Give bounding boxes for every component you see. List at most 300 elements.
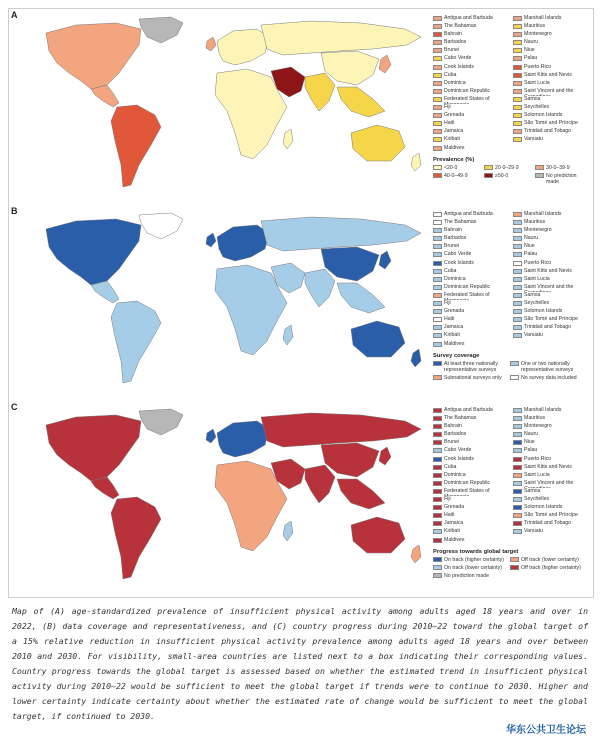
country-label: Cook Islands [444,259,474,266]
small-country-item [513,528,589,536]
small-country-column [513,407,589,545]
small-country-item [513,423,589,431]
small-country-item [513,456,589,464]
legend-key [484,173,532,185]
small-country-item [433,23,509,31]
legend-key [535,165,583,171]
country-swatch [513,129,522,134]
small-country-item [433,80,509,88]
legend-key-label: <20·0 [444,164,458,171]
small-country-item [433,128,509,136]
legend-key-label: 30·0–39·9 [546,164,570,171]
legend-key-label: Off track (higher certainty) [521,564,581,571]
small-country-item [513,80,589,88]
legend-key [433,165,481,171]
country-swatch [433,228,442,233]
country-label: Niue [524,47,535,54]
country-label: Mauritius [524,415,546,422]
legend-key [433,361,507,373]
small-country-item [433,415,509,423]
country-label: Antigua and Barbuda [444,407,493,413]
country-swatch [433,342,442,347]
small-country-item [513,243,589,251]
country-swatch [433,457,442,462]
country-swatch [513,424,522,429]
panel-a [9,9,593,203]
country-swatch [433,513,442,518]
small-country-item [513,488,589,496]
small-country-item [433,324,509,332]
country-swatch [513,465,522,470]
small-country-item [433,47,509,55]
country-swatch [433,220,442,225]
small-country-item [433,260,509,268]
country-label: Seychelles [524,104,550,111]
country-label: Maldives [444,144,465,151]
legend-key-label: At least three nationally representative surveys [444,360,498,373]
country-swatch [513,513,522,518]
small-country-item [513,284,589,292]
legend-swatch [433,361,442,366]
country-label: Saint Vincent and the [524,87,574,94]
small-country-item [433,520,509,528]
small-country-item [513,496,589,504]
country-label: Saint Kitts and Nevis [524,267,572,274]
legend-key [510,557,584,563]
legend-key [510,361,584,373]
country-swatch [513,252,522,257]
country-swatch [513,408,522,413]
country-swatch [433,529,442,534]
legend-keys [433,361,589,381]
country-swatch [433,146,442,151]
country-swatch [513,81,522,86]
small-country-item [433,96,509,104]
small-country-item [513,227,589,235]
country-label: Puerto Rico [524,455,552,462]
country-label: Mauritius [524,219,546,226]
country-swatch [433,105,442,110]
small-country-item [433,480,509,488]
small-country-item [433,308,509,316]
country-label: Dominican Republic [444,87,491,94]
country-swatch [433,40,442,45]
small-country-item [433,55,509,63]
small-country-item [513,104,589,112]
country-label: Antigua and Barbuda [444,15,493,21]
country-swatch [513,113,522,118]
country-swatch [513,497,522,502]
country-swatch [513,285,522,290]
country-swatch [433,269,442,274]
country-label: Barbados [444,235,467,242]
country-swatch [513,317,522,322]
small-country-column [433,407,509,545]
legend-swatch [484,173,493,178]
small-country-column [433,211,509,349]
small-country-item [433,112,509,120]
country-swatch [433,408,442,413]
small-country-column [513,15,589,153]
small-country-item [513,512,589,520]
small-country-item [433,332,509,340]
country-label: Montenegro [524,423,552,430]
country-swatch [433,277,442,282]
country-swatch [433,432,442,437]
country-label: Cuba [444,71,457,78]
country-swatch [513,121,522,126]
country-label: Grenada [444,112,465,119]
country-swatch [433,81,442,86]
legend-key-label: No prediction made [444,572,489,579]
country-label: Saint Vincent and the [524,479,574,486]
country-swatch [433,73,442,78]
country-swatch [433,212,442,217]
small-country-item [513,96,589,104]
legend-swatch [433,165,442,170]
legend-title: Progress towards global target [433,548,519,555]
legend-key-label: On track (higher certainty) [444,556,504,563]
country-label: Saint Kitts and Nevis [524,463,572,470]
country-swatch [513,97,522,102]
legend-swatch [484,165,493,170]
small-country-item [513,260,589,268]
legend-swatch [433,173,442,178]
small-country-item [513,251,589,259]
country-label: Fiji [444,300,451,307]
country-swatch [433,448,442,453]
country-label: Saint Lucia [524,79,550,86]
small-country-item [433,341,509,349]
country-label: Puerto Rico [524,259,552,266]
country-label: Trinidad and Tobago [524,324,572,331]
country-label: Jamaica [444,128,464,135]
country-label: Jamaica [444,520,464,527]
country-swatch [513,137,522,142]
country-label: Seychelles [524,496,550,503]
country-label: Solomon Islands [524,112,563,119]
figure [8,8,594,598]
country-swatch [433,137,442,142]
country-label: Saint Lucia [524,471,550,478]
small-country-item [433,31,509,39]
country-label: Haiti [444,512,455,519]
small-country-item [433,145,509,153]
legend-keys [433,165,589,185]
country-swatch [433,293,442,298]
small-country-item [433,64,509,72]
country-label: Barbados [444,431,467,438]
small-country-item [433,472,509,480]
small-country-item [513,128,589,136]
country-label: Samoa [524,487,541,494]
country-swatch [513,269,522,274]
country-swatch [513,261,522,266]
legend-key-label: ≥50·0 [495,172,509,179]
country-swatch [433,521,442,526]
country-label: Nauru [524,235,539,242]
country-swatch [433,121,442,126]
country-swatch [433,309,442,314]
country-swatch [513,416,522,421]
country-label: Nauru [524,39,539,46]
country-label: Cook Islands [444,455,474,462]
world-map [21,211,427,399]
country-swatch [513,333,522,338]
small-country-item [433,447,509,455]
legend-key-label: Subnational surveys only [444,374,502,381]
country-label: Palau [524,251,538,258]
country-label: Marshall Islands [524,211,562,217]
legend-key [510,565,584,571]
small-country-item [433,72,509,80]
country-label: Federated States of [444,291,490,298]
legend-key-label: Off track (lower certainty) [521,556,579,563]
country-label: Solomon Islands [524,504,563,511]
small-country-item [513,55,589,63]
country-label: Puerto Rico [524,63,552,70]
legend-key [535,173,583,185]
country-label: Dominica [444,471,466,478]
small-country-list [433,407,589,545]
country-label: Cabo Verde [444,447,472,454]
small-country-item [513,276,589,284]
country-swatch [433,497,442,502]
small-country-item [433,104,509,112]
small-country-item [433,136,509,144]
small-country-item [513,520,589,528]
country-label: Cuba [444,267,457,274]
small-country-item [513,235,589,243]
country-swatch [513,325,522,330]
country-label: Trinidad and Tobago [524,520,572,527]
country-swatch [433,416,442,421]
country-swatch [513,473,522,478]
small-country-item [433,235,509,243]
country-swatch [513,212,522,217]
country-label: Niue [524,439,535,446]
legend-key [433,573,507,579]
country-label: Fiji [444,496,451,503]
country-label: São Tomé and Príncipe [524,512,578,519]
country-label: Montenegro [524,227,552,234]
small-country-item [433,537,509,545]
small-country-item [433,456,509,464]
country-swatch [433,65,442,70]
small-country-item [433,227,509,235]
world-map [21,15,427,203]
legend-swatch [510,375,519,380]
small-country-item [433,496,509,504]
small-country-item [513,439,589,447]
legend-swatch [433,557,442,562]
country-label: Bahrain [444,227,462,234]
legend-title: Prevalence (%) [433,156,475,163]
small-country-item [433,211,509,219]
panel-c [9,401,593,595]
country-swatch [433,97,442,102]
small-country-item [513,464,589,472]
country-label: Nauru [524,431,539,438]
country-label: Haiti [444,316,455,323]
legend-swatch [510,557,519,562]
country-label: Montenegro [524,31,552,38]
country-swatch [433,24,442,29]
country-label: Dominica [444,275,466,282]
country-swatch [513,105,522,110]
small-country-item [433,300,509,308]
legend-key-label: 20·0–29·9 [495,164,519,171]
small-country-item [433,407,509,415]
legend-key [510,375,584,381]
country-label: Grenada [444,308,465,315]
legend-key [433,557,507,563]
watermark: 华东公共卫生论坛 [506,725,586,736]
country-label: São Tomé and Príncipe [524,120,578,127]
legend-key-label: No prediction made [546,172,577,185]
country-swatch [513,73,522,78]
legend-swatch [535,173,544,178]
country-swatch [433,465,442,470]
small-country-item [433,464,509,472]
country-label: Marshall Islands [524,407,562,413]
country-label: Saint Kitts and Nevis [524,71,572,78]
country-label: Saint Lucia [524,275,550,282]
country-swatch [513,65,522,70]
country-label: Cook Islands [444,63,474,70]
country-swatch [433,317,442,322]
country-swatch [433,481,442,486]
country-label: Cuba [444,463,457,470]
country-swatch [513,32,522,37]
small-country-item [513,64,589,72]
country-swatch [513,56,522,61]
panel-letter: C [11,402,18,412]
small-country-item [433,284,509,292]
country-swatch [433,301,442,306]
small-country-item [433,219,509,227]
country-label: Saint Vincent and the [524,283,574,290]
country-swatch [513,293,522,298]
country-label: Samoa [524,291,541,298]
small-country-item [513,112,589,120]
country-label: Jamaica [444,324,464,331]
country-label: Dominican Republic [444,479,491,486]
country-swatch [433,16,442,21]
country-label: Federated States of [444,487,490,494]
country-label: Bahrain [444,31,462,38]
legend-key [433,173,481,185]
country-label: Bahrain [444,423,462,430]
legend-swatch [510,565,519,570]
country-label: Barbados [444,39,467,46]
small-country-item [513,23,589,31]
country-label: Brunei [444,47,459,54]
country-swatch [433,261,442,266]
small-country-item [433,15,509,23]
country-label: Cabo Verde [444,251,472,258]
country-swatch [513,40,522,45]
panel-letter: A [11,10,18,20]
country-label: Marshall Islands [524,15,562,21]
country-swatch [433,505,442,510]
country-swatch [513,309,522,314]
country-swatch [513,48,522,53]
small-country-item [433,120,509,128]
country-label: Dominican Republic [444,283,491,290]
legend-key [433,375,507,381]
small-country-item [433,39,509,47]
small-country-item [433,488,509,496]
legend-key-label: One or two nationally representative surveys [521,360,574,373]
country-label: Palau [524,55,538,62]
country-swatch [513,24,522,29]
country-swatch [513,529,522,534]
small-country-item [433,243,509,251]
small-country-item [513,472,589,480]
small-country-item [513,316,589,324]
country-swatch [433,113,442,118]
country-swatch [513,244,522,249]
small-country-item [433,276,509,284]
legend-key-label: 40·0–49·9 [444,172,468,179]
country-swatch [433,89,442,94]
legend-key [484,165,532,171]
legend-swatch [433,565,442,570]
country-label: Seychelles [524,300,550,307]
small-country-item [513,136,589,144]
legend-title: Survey coverage [433,352,480,359]
small-country-item [513,300,589,308]
country-swatch [513,432,522,437]
country-swatch [433,32,442,37]
small-country-item [513,88,589,96]
small-country-item [513,447,589,455]
small-country-item [513,31,589,39]
small-country-list [433,15,589,153]
small-country-item [513,39,589,47]
country-label: Solomon Islands [524,308,563,315]
country-label: Vanuatu [524,136,543,143]
legend-swatch [433,573,442,578]
country-label: Haiti [444,120,455,127]
panel-letter: B [11,206,18,216]
country-swatch [513,489,522,494]
country-label: Trinidad and Tobago [524,128,572,135]
small-country-item [513,219,589,227]
small-country-item [433,431,509,439]
country-swatch [513,236,522,241]
country-swatch [513,440,522,445]
small-country-list [433,211,589,349]
panel-b [9,205,593,399]
country-swatch [433,325,442,330]
small-country-item [513,72,589,80]
country-swatch [513,220,522,225]
legend-swatch [433,375,442,380]
country-label: Brunei [444,243,459,250]
country-swatch [513,505,522,510]
country-swatch [513,448,522,453]
small-country-item [433,88,509,96]
country-label: Federated States of [444,95,490,102]
small-country-item [513,47,589,55]
country-label: São Tomé and Príncipe [524,316,578,323]
country-label: Kiribati [444,136,460,143]
small-country-column [513,211,589,349]
small-country-item [513,292,589,300]
legend-key-label: No survey data included [521,374,577,381]
